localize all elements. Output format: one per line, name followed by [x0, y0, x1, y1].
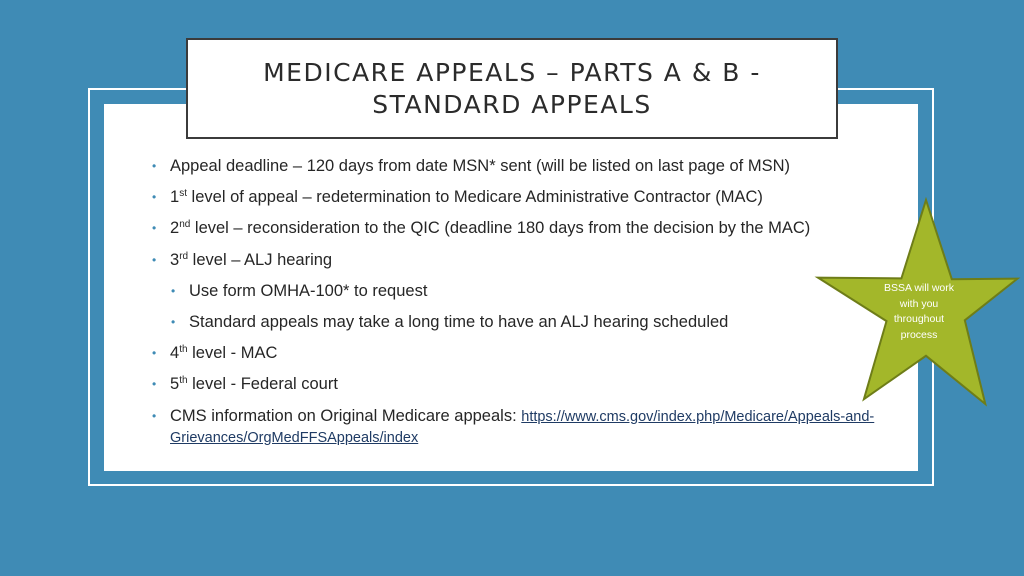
bullet-dot-icon: •: [152, 190, 157, 205]
bullet-text: Standard appeals may take a long time to have an ALJ hearing scheduled: [189, 312, 729, 331]
bullet-dot-icon: •: [152, 159, 157, 173]
bullet-text: level – reconsideration to the QIC (deadline 180 days from the decision by the MAC): [190, 219, 811, 238]
bullet-text: level - MAC: [187, 344, 278, 363]
bullet-item-level-3: [150, 250, 890, 270]
cms-appeals-link[interactable]: https://www.cms.gov/index.php/Medicare/Appeals-and-Grievances/OrgMedFFSAppeals/index: [170, 408, 875, 446]
ordinal-suffix: rd: [179, 250, 189, 262]
bullet-list: [150, 156, 890, 459]
ordinal-suffix: th: [179, 344, 188, 356]
bullet-dot-icon: •: [152, 346, 157, 361]
bullet-number: 2: [170, 219, 180, 238]
bullet-dot-icon: •: [171, 283, 176, 298]
title-line-2: STANDARD APPEALS: [372, 89, 652, 119]
bullet-item-level-2: [150, 218, 890, 238]
bullet-number: 5: [170, 375, 180, 394]
ordinal-suffix: nd: [179, 219, 191, 231]
star-callout-text: BSSA will work with you throughout process: [883, 282, 955, 341]
bullet-number: 3: [170, 250, 180, 269]
title-box: [186, 38, 838, 139]
bullet-dot-icon: •: [152, 408, 157, 423]
bullet-number: 4: [170, 344, 180, 363]
sub-bullet-omha-form: [150, 281, 890, 301]
sub-bullet-alj-wait: [150, 312, 890, 332]
ordinal-suffix: st: [179, 188, 187, 200]
bullet-text: Use form OMHA-100* to request: [189, 281, 428, 300]
ordinal-suffix: th: [179, 375, 188, 387]
bullet-item-level-5: [150, 374, 890, 394]
bullet-dot-icon: •: [152, 252, 157, 267]
bullet-text: level - Federal court: [187, 375, 338, 394]
bullet-text: CMS information on Original Medicare appeals:: [170, 406, 522, 425]
bullet-item-cms-info: [150, 406, 890, 448]
bullet-text: level of appeal – redetermination to Medicare Administrative Contractor (MAC): [186, 188, 763, 207]
bullet-item-level-4: [150, 343, 890, 363]
bullet-dot-icon: •: [171, 314, 176, 329]
bullet-number: 1: [170, 188, 180, 207]
bullet-text: level – ALJ hearing: [188, 250, 333, 269]
title-line-1: MEDICARE APPEALS – PARTS A & B -: [263, 57, 761, 87]
bullet-item-level-1: [150, 187, 890, 207]
bullet-dot-icon: •: [152, 377, 157, 392]
bullet-item-deadline: [150, 156, 890, 176]
bullet-text: Appeal deadline – 120 days from date MSN* sent (will be listed on last page of MSN): [170, 157, 790, 175]
bullet-dot-icon: •: [152, 221, 157, 236]
